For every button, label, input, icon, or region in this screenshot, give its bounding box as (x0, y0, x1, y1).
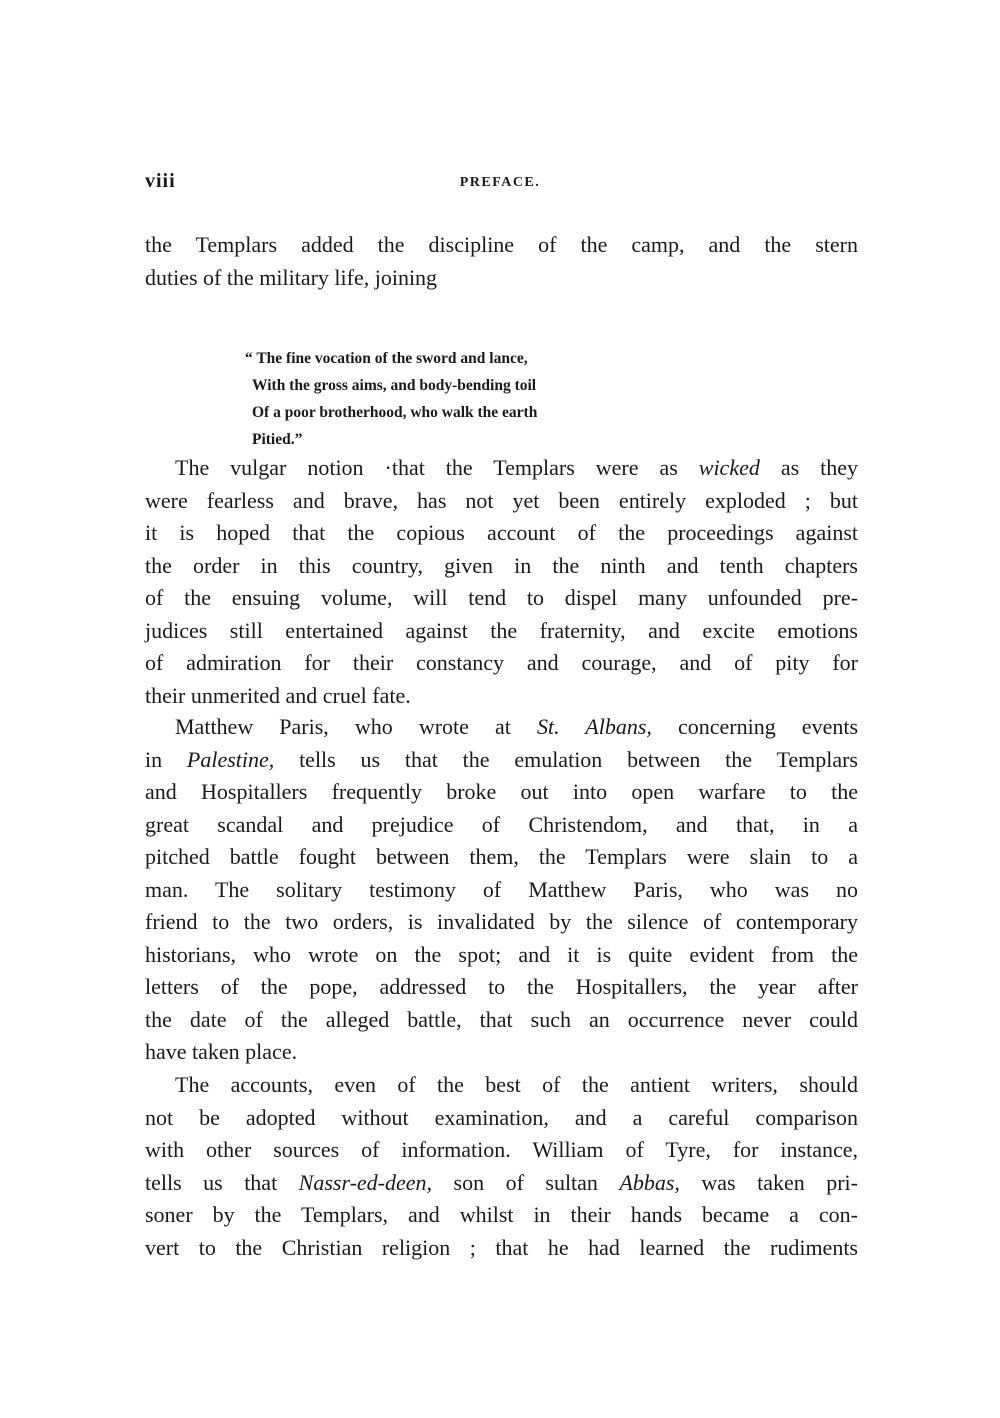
paragraph-1 (145, 229, 858, 294)
italic-text: Abbas, (619, 1169, 680, 1195)
text-line (145, 615, 858, 648)
text-line (145, 939, 858, 972)
italic-text: wicked (698, 455, 760, 480)
text-segment: the Templars added the discipline of the camp, and the stern (145, 232, 858, 257)
text-line (145, 1069, 858, 1102)
text-segment: was taken pri- (679, 1169, 858, 1195)
paragraph-2 (145, 452, 858, 712)
text-segment: The vulgar notion ·that the Templars were as (175, 455, 699, 480)
text-segment: great scandal and prejudice of Christendom, and that, in a (145, 811, 858, 837)
text-line (145, 906, 858, 939)
text-line (145, 229, 858, 262)
text-segment: the date of the alleged battle, that such an occurrence never could (145, 1006, 858, 1032)
text-segment: pitched battle fought between them, the Templars were slain to a (145, 844, 858, 869)
text-line (145, 1102, 858, 1135)
text-line (145, 262, 858, 295)
text-segment: son of sultan (432, 1169, 620, 1195)
text-line (145, 1232, 858, 1265)
text-line (145, 971, 858, 1004)
text-line (145, 1167, 858, 1200)
text-line (145, 582, 858, 615)
running-title: PREFACE. (459, 175, 541, 190)
text-segment: The accounts, even of the best of the antient writers, should (175, 1072, 858, 1097)
text-segment: man. The solitary testimony of Matthew Paris, who was no (145, 876, 858, 902)
verse-line: Pitied.” (252, 431, 303, 448)
text-segment: vert to the Christian religion ; that he had learned the rudiments (145, 1234, 858, 1260)
text-segment: Matthew Paris, who wrote at (175, 714, 537, 739)
text-line (145, 1036, 858, 1069)
text-segment: as they (759, 455, 858, 480)
text-line (145, 711, 858, 744)
text-segment: tells us that (145, 1169, 299, 1195)
text-segment: and Hospitallers frequently broke out into open warfare to the (145, 779, 858, 804)
text-line (145, 1199, 858, 1232)
page-number: viii (145, 170, 176, 192)
text-line (145, 1004, 858, 1037)
text-segment: were fearless and brave, has not yet been entirely exploded ; but (145, 487, 858, 513)
text-segment: their unmerited and cruel fate. (145, 682, 411, 708)
verse-quotation (245, 345, 537, 453)
text-segment: have taken place. (145, 1039, 298, 1064)
text-line (145, 517, 858, 550)
text-segment: not be adopted without examination, and a careful comparison (145, 1104, 858, 1130)
paragraph-3 (145, 711, 858, 1069)
text-line (145, 809, 858, 842)
text-segment: historians, who wrote on the spot; and it is quite evident from the (145, 941, 858, 967)
text-line (145, 1134, 858, 1167)
text-segment: duties of the military life, joining (145, 264, 438, 290)
text-segment: of the ensuing volume, will tend to dispel many unfounded pre- (145, 585, 858, 610)
text-segment: it is hoped that the copious account of the proceedings against (145, 520, 858, 545)
verse-line: Of a poor brotherhood, who walk the earth (252, 404, 538, 421)
text-segment: friend to the two orders, is invalidated by the silence of contemporary (145, 909, 858, 934)
text-line (145, 744, 858, 777)
text-segment: concerning events (651, 714, 859, 739)
verse-line: “ The fine vocation of the sword and lance, (245, 350, 528, 367)
text-segment: the order in this country, given in the ninth and tenth chapters (145, 552, 858, 578)
text-segment: soner by the Templars, and whilst in their hands became a con- (145, 1202, 858, 1227)
text-line (145, 874, 858, 907)
text-segment: tells us that the emulation between the Templars (274, 746, 858, 772)
text-line (145, 776, 858, 809)
text-line (145, 680, 858, 713)
text-segment: judices still entertained against the fraternity, and excite emotions (145, 617, 858, 643)
text-segment: letters of the pope, addressed to the Hospitallers, the year after (145, 974, 858, 999)
verse-line: With the gross aims, and body-bending toil (252, 377, 537, 394)
text-segment: of admiration for their constancy and courage, and of pity for (145, 650, 858, 675)
text-segment: in (145, 746, 187, 772)
text-line (145, 647, 858, 680)
text-segment: with other sources of information. William of Tyre, for instance, (145, 1137, 858, 1162)
italic-text: Nassr-ed-deen, (298, 1169, 433, 1195)
paragraph-4 (145, 1069, 858, 1264)
text-line (145, 485, 858, 518)
italic-text: Palestine, (186, 746, 275, 772)
italic-text: St. Albans, (536, 714, 652, 739)
text-line (145, 550, 858, 583)
text-line (145, 841, 858, 874)
text-line (145, 452, 858, 485)
